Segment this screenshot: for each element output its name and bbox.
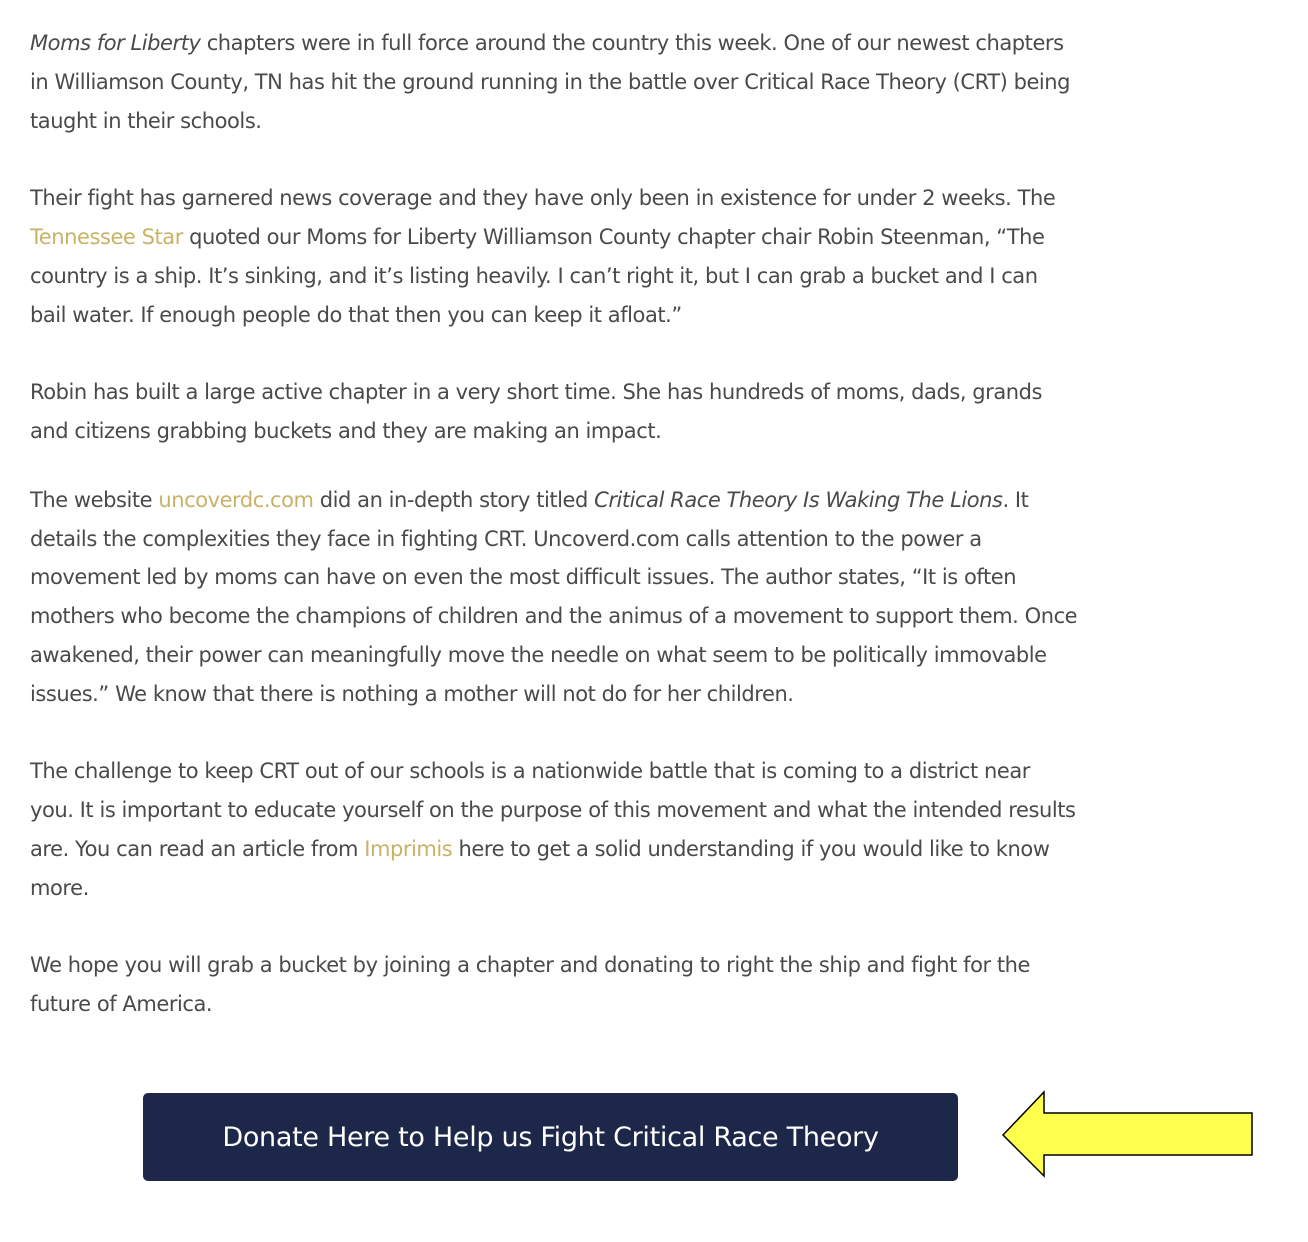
paragraph-1 — [30, 24, 1078, 140]
paragraph-6 — [30, 946, 1078, 1024]
paragraph-6-text: We hope you will grab a bucket by joining a chapter and donating to right the ship and fight for the future of America. — [30, 953, 1031, 1017]
org-name-emphasis: Moms for Liberty — [30, 31, 201, 55]
uncoverdc-link[interactable]: uncoverdc.com — [158, 487, 314, 512]
paragraph-2-text-after: quoted our Moms for Liberty Williamson County chapter chair Robin Steenman, “The country is a ship. It’s sinking, and it’s listing heavily. I can’t right it, but I can grab a bucket and I can bail water. If enough people do that then you can keep it afloat.” — [30, 224, 1045, 327]
left-arrow-icon — [1000, 1090, 1256, 1180]
donate-button[interactable] — [143, 1093, 958, 1181]
paragraph-4-text-middle: did an in-depth story titled — [313, 487, 595, 512]
paragraph-5 — [30, 752, 1078, 907]
paragraph-3-text: Robin has built a large active chapter in a very short time. She has hundreds of moms, dads, grands and citizens grabbing buckets and they are making an impact. — [30, 380, 1042, 443]
paragraph-3 — [30, 373, 1078, 451]
paragraph-4-text-before: The website — [30, 487, 159, 512]
donate-button-label: Donate Here to Help us Fight Critical Race Theory — [222, 1121, 879, 1153]
imprimis-link[interactable]: Imprimis — [364, 836, 453, 861]
tennessee-star-link[interactable]: Tennessee Star — [30, 224, 183, 249]
paragraph-2 — [30, 179, 1078, 334]
arrow-shape — [1003, 1092, 1252, 1176]
paragraph-2-text-before: Their fight has garnered news coverage and they have only been in existence for under 2 weeks. The — [30, 186, 1056, 211]
paragraph-1-text: chapters were in full force around the country this week. One of our newest chapters in Williamson County, TN has hit the ground running in the battle over Critical Race Theory (CRT) being taught in their schools. — [30, 31, 1071, 133]
story-title-emphasis: Critical Race Theory Is Waking The Lions — [594, 487, 1003, 512]
paragraph-4-text-after: . It details the complexities they face in fighting CRT. Uncoverd.com calls attention to the power a movement led by moms can have on even the most difficult issues. The author states, “It is often mothers who become the champions of children and the animus of a movement to support them. Once awakened, their power can meaningfully move the needle on what seem to be politically immovable issues.” We know that there is nothing a mother will not do for her children. — [30, 487, 1078, 706]
paragraph-5-text-after: here to get a solid understanding if you would like to know more. — [30, 836, 1050, 900]
paragraph-4 — [30, 481, 1078, 714]
article-body — [30, 24, 1078, 1063]
paragraph-5-text-before: The challenge to keep CRT out of our schools is a nationwide battle that is coming to a district near you. It is important to educate yourself on the purpose of this movement and what the intended results are. You can read an article from — [30, 759, 1076, 861]
